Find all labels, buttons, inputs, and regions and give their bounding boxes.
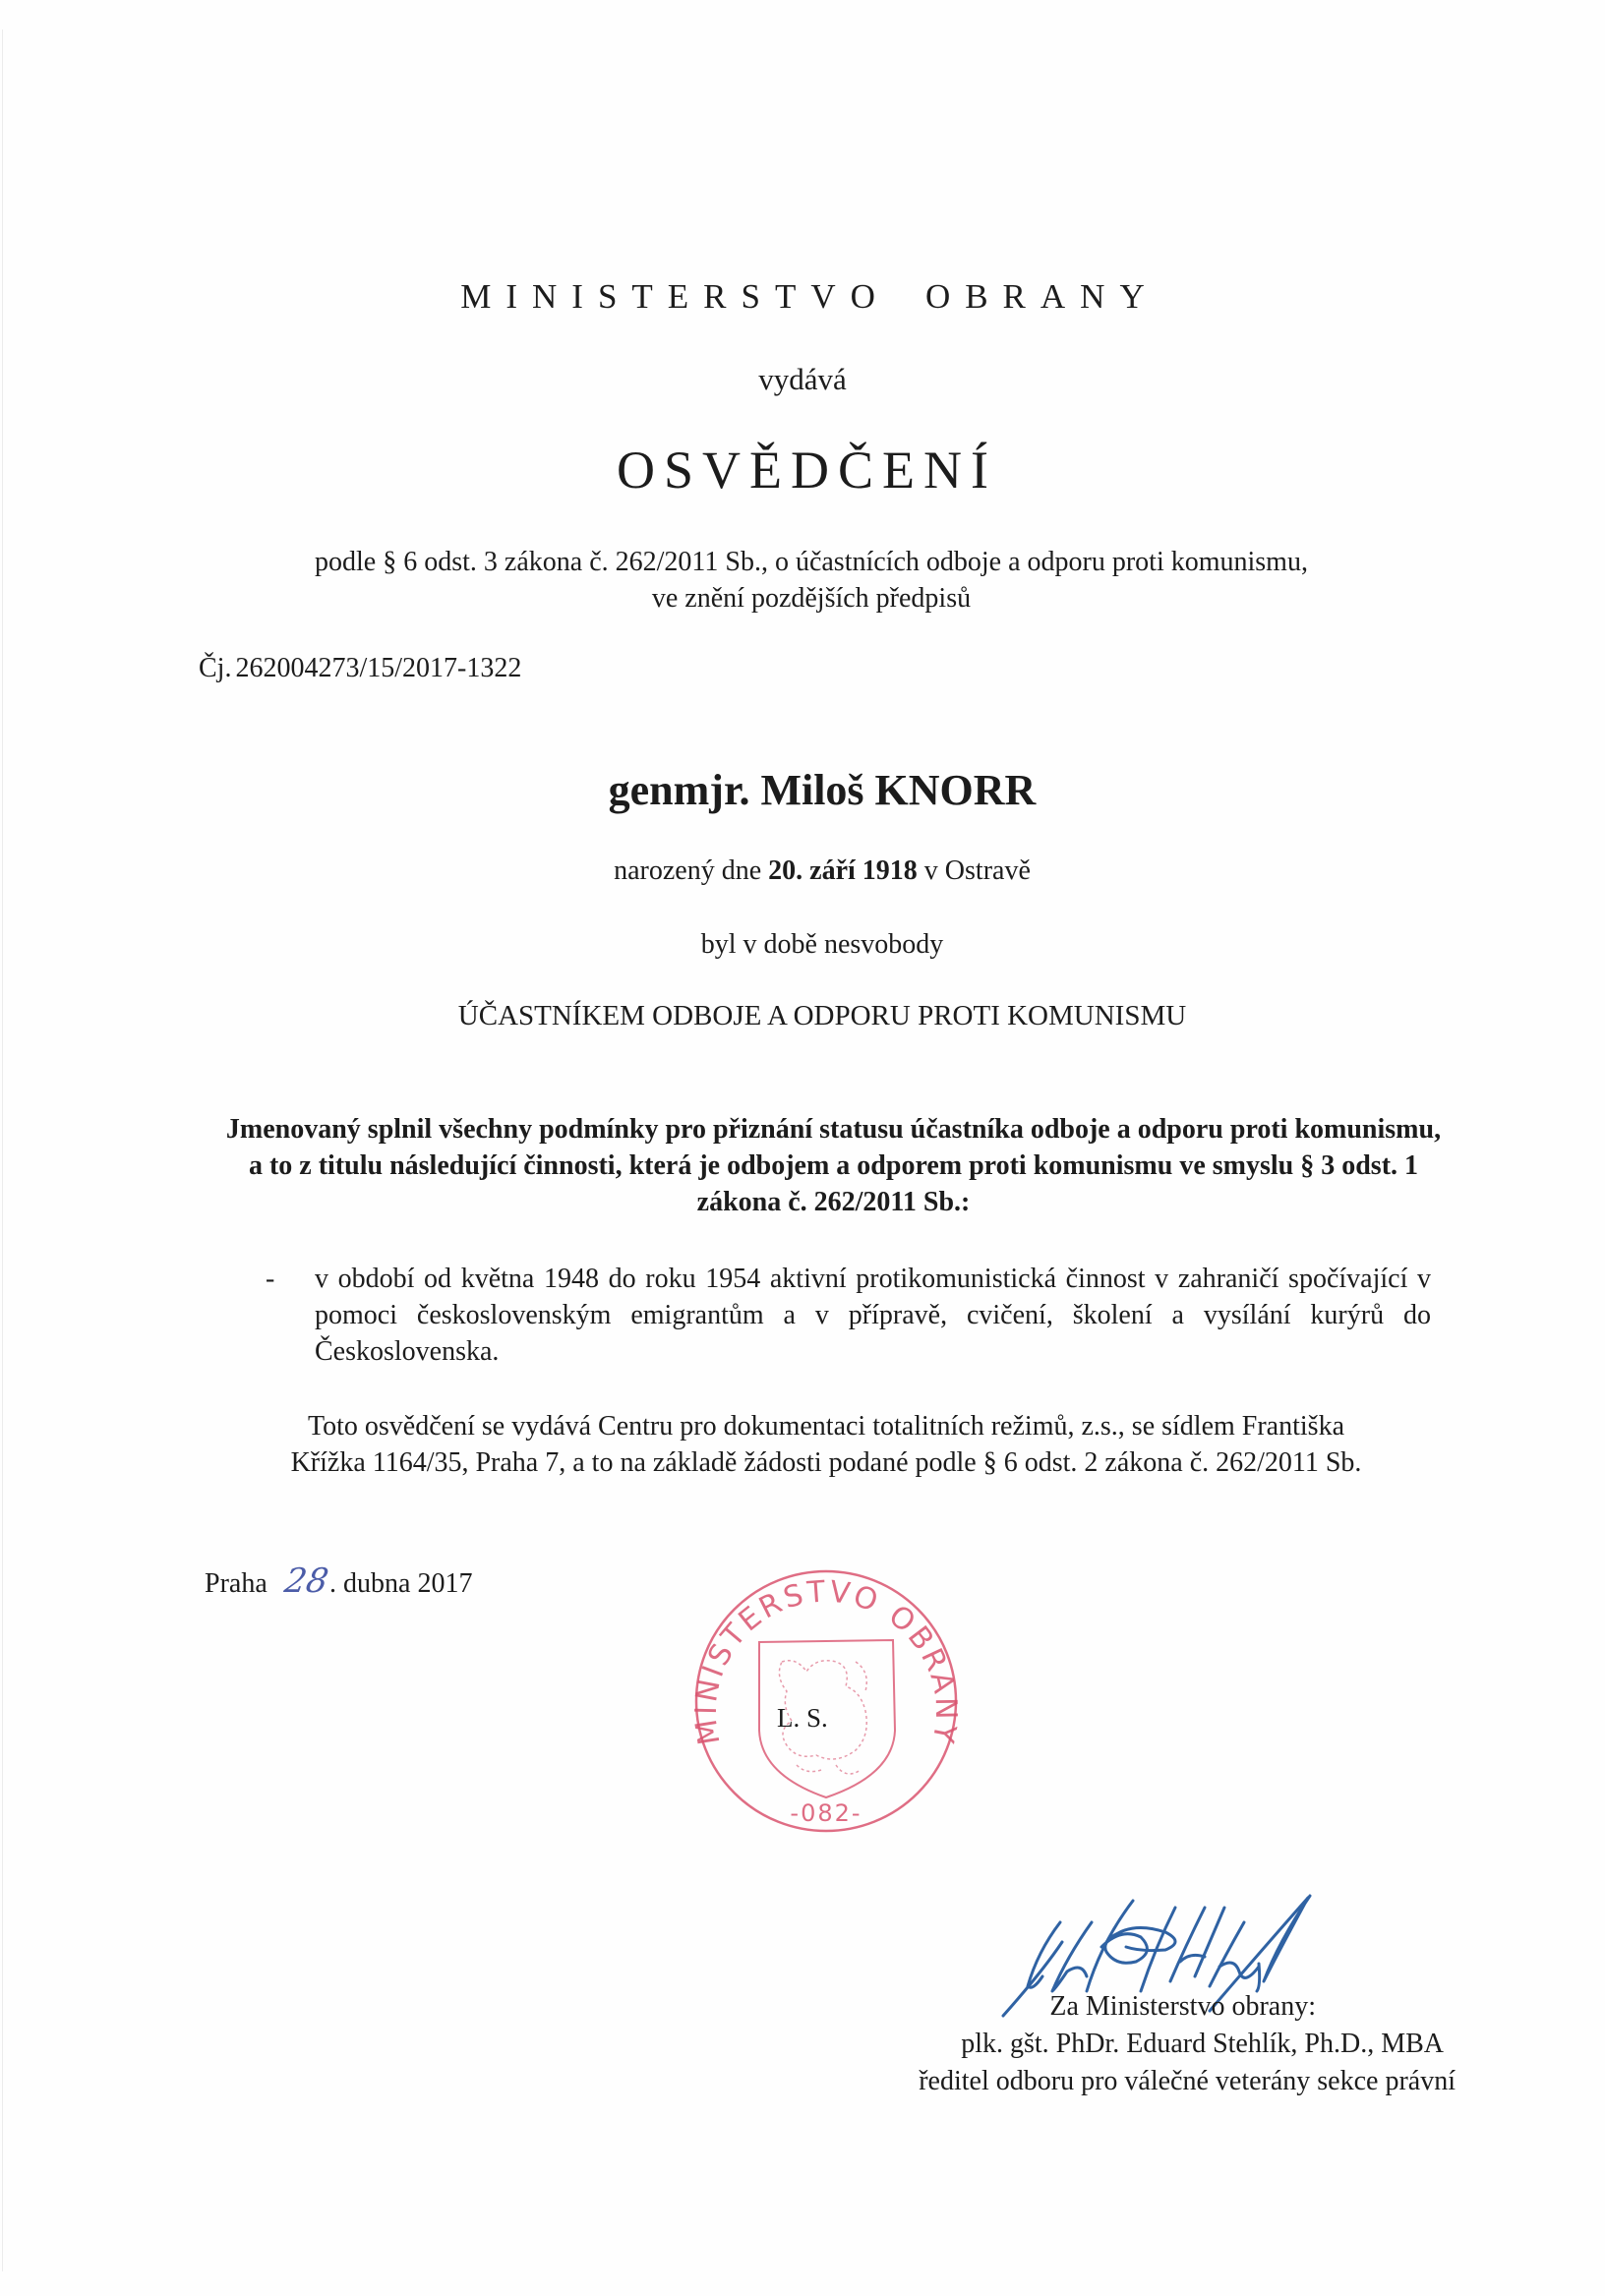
- document-title: OSVĚDČENÍ: [617, 441, 997, 500]
- ministry-heading-part2: OBRANY: [924, 277, 1159, 316]
- person-name: genmjr. Miloš KNORR: [608, 766, 1037, 814]
- birth-date: 20. září 1918: [768, 855, 918, 886]
- activity-list-item: [266, 1261, 1431, 1370]
- stamp-ring-text: MINISTERSTVO OBRANY: [688, 1574, 964, 1748]
- stamp-graphic: [688, 1563, 964, 1839]
- official-stamp: [688, 1563, 964, 1839]
- place-date: [205, 1561, 472, 1601]
- list-bullet: -: [266, 1264, 275, 1294]
- issues-text: vydává: [758, 362, 847, 396]
- ministry-heading-part1: MINISTERSTVO: [460, 277, 890, 316]
- legal-basis: [197, 544, 1426, 617]
- birth-place: v Ostravě: [923, 855, 1031, 886]
- period-text: byl v době nesvobody: [700, 929, 944, 960]
- signatory-name: plk. gšt. PhDr. Eduard Stehlík, Ph.D., MBA: [961, 2029, 1444, 2059]
- handwritten-day: 28: [281, 1561, 331, 1601]
- date-rest: . dubna 2017: [329, 1568, 473, 1599]
- reference-value: 262004273/15/2017-1322: [235, 653, 522, 683]
- reference-number: [199, 653, 521, 684]
- stamp-number: -082-: [790, 1799, 862, 1827]
- birth-prefix: narozený dne: [614, 855, 762, 886]
- on-behalf-text: Za Ministerstvo obrany:: [1049, 1991, 1316, 2022]
- issued-to-line1: Toto osvědčení se vydává Centru pro dokumentaci totalitních režimů, z.s., se sídlem Františka: [307, 1411, 1344, 1442]
- conditions-paragraph: Jmenovaný splnil všechny podmínky pro přiznání statusu účastníka odboje a odporu proti komunismu, a to z titulu následující činnosti, která je odbojem a odporem proti komunismu ve smyslu § 3 odst. 1 zákona č. 262/2011 Sb.:: [225, 1114, 1442, 1217]
- birth-info: [0, 855, 1605, 887]
- legal-basis-line1: podle § 6 odst. 3 zákona č. 262/2011 Sb., o účastnících odboje a odporu proti komunismu,: [315, 547, 1308, 577]
- reference-label: Čj.: [199, 653, 232, 683]
- signature-block: [806, 1988, 1456, 2100]
- seal-label: L. S.: [777, 1703, 828, 1733]
- legal-basis-line2: ve znění pozdějších předpisů: [651, 583, 972, 614]
- place: Praha: [205, 1568, 268, 1599]
- issued-to-paragraph: [197, 1408, 1456, 1481]
- status-heading: ÚČASTNÍKEM ODBOJE A ODPORU PROTI KOMUNISMU: [457, 1000, 1187, 1031]
- ministry-heading: [0, 277, 1605, 317]
- signatory-position: ředitel odboru pro válečné veterány sekce právní: [919, 2066, 1456, 2096]
- activity-text: v období od května 1948 do roku 1954 aktivní protikomunistická činnost v zahraničí spočívající v pomoci československým emigrantům a v přípravě, cvičení, školení a vysílání kurýrů do Československa.: [315, 1264, 1431, 1367]
- issued-to-line2: Křížka 1164/35, Praha 7, a to na základě žádosti podané podle § 6 odst. 2 zákona č. 262/2011 Sb.: [290, 1447, 1362, 1478]
